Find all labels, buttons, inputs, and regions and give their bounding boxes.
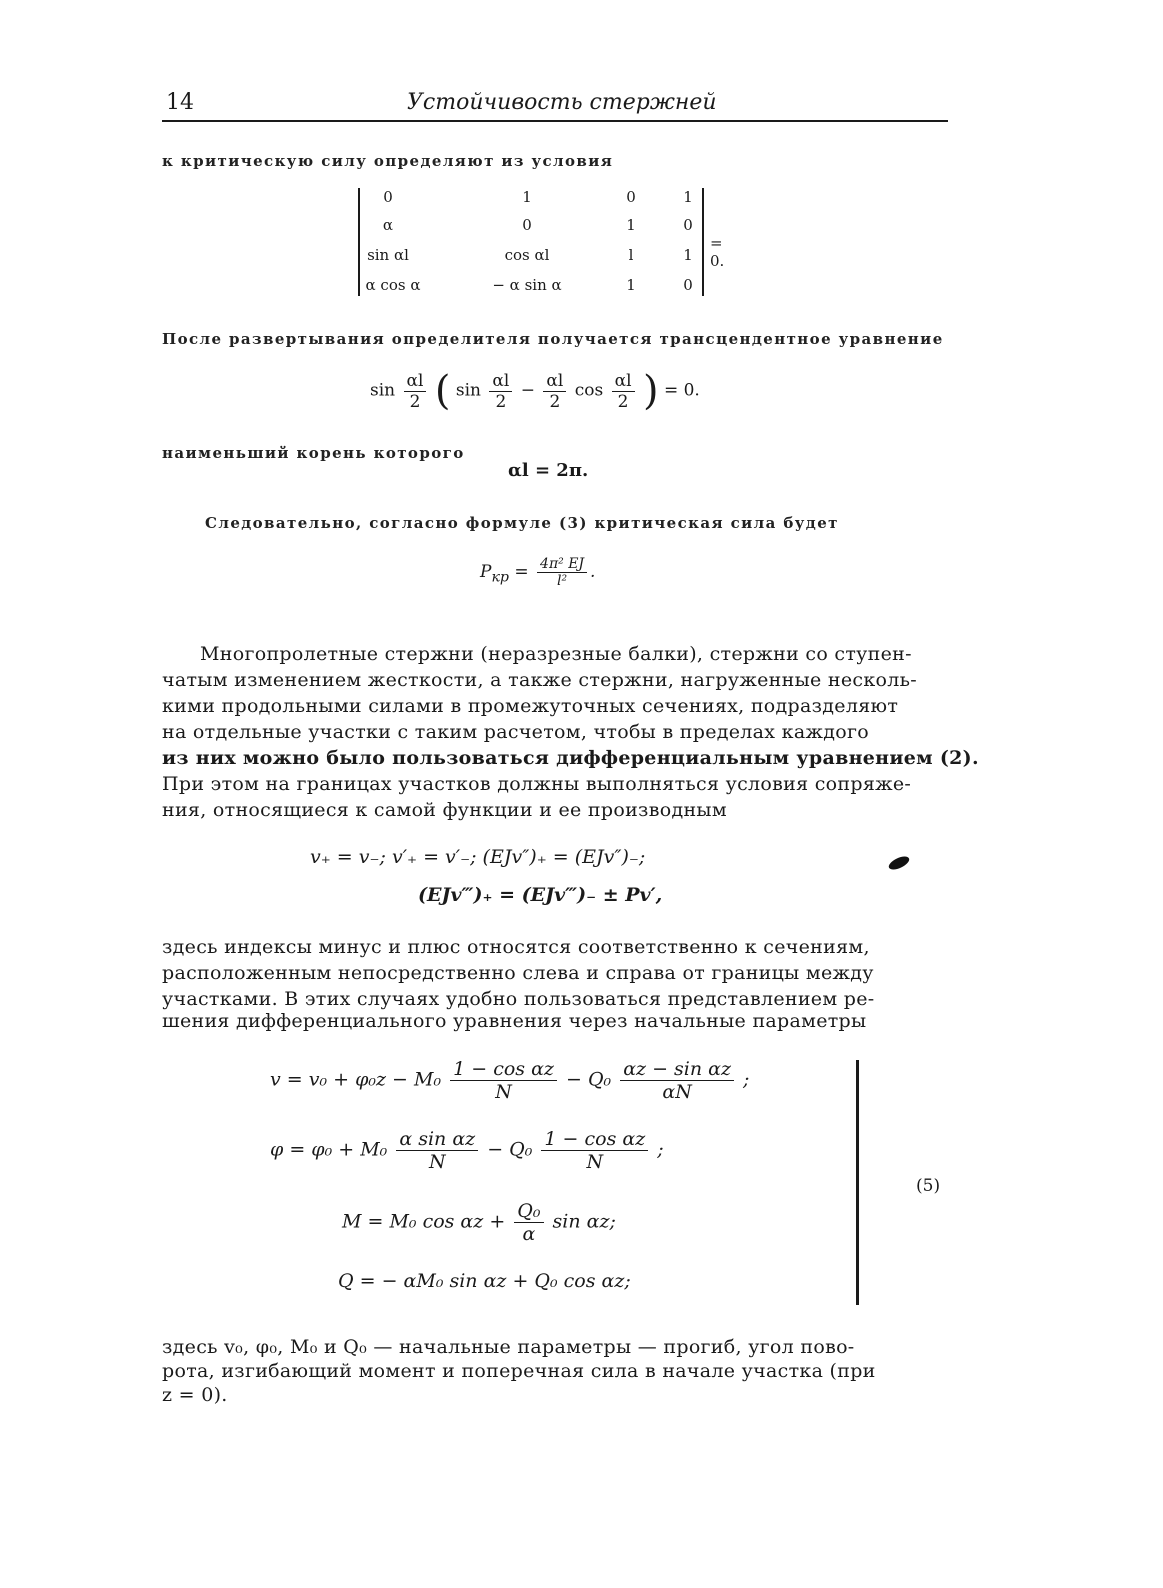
fraction — [489, 371, 512, 412]
numerator: 4π² EJ — [537, 556, 587, 573]
after-determinant-line: После развертывания определителя получается трансцендентное уравнение — [162, 330, 944, 348]
determinant — [358, 184, 725, 300]
det-cell: 0 — [522, 216, 532, 234]
paragraph-line: шения дифференциального уравнения через начальные параметры — [162, 1010, 867, 1032]
fraction — [541, 1128, 648, 1173]
paragraph-line: z = 0). — [162, 1384, 228, 1406]
system-equation-3 — [342, 1200, 616, 1245]
period: . — [590, 562, 596, 582]
denominator: αN — [662, 1081, 692, 1103]
system-equation-2 — [270, 1128, 664, 1173]
minus-sign: − — [520, 380, 535, 401]
brace-line — [856, 1060, 859, 1305]
force-symbol: P — [480, 562, 492, 582]
fraction — [450, 1058, 557, 1103]
system-equation-1 — [270, 1058, 749, 1103]
page-number: 14 — [166, 90, 194, 115]
paragraph-line: расположенным непосредственно слева и справа от границы между — [162, 962, 874, 984]
fraction — [537, 556, 587, 589]
equation-rhs: = 0. — [663, 380, 700, 401]
eq1-end: ; — [743, 1068, 750, 1091]
numerator: αz − sin αz — [620, 1058, 734, 1081]
paragraph-line: здесь индексы минус и плюс относятся соответственно к сечениям, — [162, 936, 870, 958]
determinant-rhs: = 0. — [710, 234, 725, 270]
paragraph-line: При этом на границах участков должны выполняться условия сопряже- — [162, 773, 912, 795]
numerator: Q₀ — [514, 1200, 543, 1223]
numerator: 1 − cos αz — [541, 1128, 648, 1151]
root-value: αl = 2π. — [508, 460, 589, 481]
numerator: 1 − cos αz — [450, 1058, 557, 1081]
paragraph-line: чатым изменением жесткости, а также стержни, нагруженные несколь- — [162, 669, 917, 691]
fraction — [404, 371, 427, 412]
det-cell: 0 — [383, 188, 393, 206]
inner-sin-symbol: sin — [455, 380, 481, 401]
numerator: αl — [489, 371, 512, 392]
right-paren: ) — [642, 368, 659, 414]
paragraph-line: кими продольными силами в промежуточных сечениях, подразделяют — [162, 695, 899, 717]
denominator: α — [522, 1223, 536, 1245]
det-cell: 1 — [683, 246, 693, 264]
fraction — [514, 1200, 543, 1245]
det-cell: 1 — [522, 188, 532, 206]
denominator: N — [495, 1081, 512, 1103]
intro-line: к критическую силу определяют из условия — [162, 152, 614, 170]
transcendental-equation — [370, 368, 700, 414]
det-cell: 1 — [683, 188, 693, 206]
det-cell: 0 — [683, 276, 693, 294]
equation-number: (5) — [916, 1176, 941, 1196]
det-cell: l — [628, 246, 634, 264]
det-cell: 0 — [626, 188, 636, 206]
numerator: αl — [404, 371, 427, 392]
fraction — [612, 371, 635, 412]
denominator: l² — [556, 573, 568, 589]
paragraph-line: здесь v₀, φ₀, M₀ и Q₀ — начальные параметры — прогиб, угол пово- — [162, 1336, 855, 1358]
running-title: Устойчивость стержней — [407, 90, 717, 115]
conjugation-conditions-line-2: (EJv‴)₊ = (EJv‴)₋ ± Pv′, — [418, 884, 663, 906]
consequently-line: Следовательно, согласно формуле (3) критическая сила будет — [205, 514, 839, 532]
ink-mark — [887, 854, 911, 872]
eq1-mid: − Q₀ — [566, 1068, 612, 1091]
det-cell: sin αl — [367, 246, 409, 264]
eq3-lhs: M = M₀ cos αz + — [342, 1210, 506, 1233]
root-line: наименьший корень которого — [162, 444, 465, 462]
critical-force-formula — [480, 556, 595, 589]
eq2-lhs: φ = φ₀ + M₀ — [270, 1138, 388, 1161]
numerator: αl — [543, 371, 566, 392]
det-cell: cos αl — [504, 246, 550, 264]
cos-symbol: cos — [574, 380, 604, 401]
fraction — [620, 1058, 734, 1103]
paragraph-line: Многопролетные стержни (неразрезные балки), стержни со ступен- — [200, 643, 912, 665]
paragraph-line: ния, относящиеся к самой функции и ее производным — [162, 799, 727, 821]
det-cell: 1 — [626, 276, 636, 294]
eq2-mid: − Q₀ — [487, 1138, 533, 1161]
paragraph-line: рота, изгибающий момент и поперечная сила в начале участка (при — [162, 1360, 876, 1382]
sin-symbol: sin — [370, 380, 396, 401]
det-cell: α — [382, 216, 394, 234]
force-subscript: кр — [491, 569, 509, 586]
left-paren: ( — [434, 368, 451, 414]
eq2-end: ; — [657, 1138, 664, 1161]
denominator: N — [586, 1151, 604, 1173]
equals-sign: = — [514, 562, 529, 582]
det-cell: 0 — [683, 216, 693, 234]
denominator: N — [428, 1151, 446, 1173]
det-cell: 1 — [626, 216, 636, 234]
fraction — [396, 1128, 478, 1173]
paragraph-line: участками. В этих случаях удобно пользоваться представлением ре- — [162, 988, 875, 1010]
det-cell: − α sin α — [492, 276, 562, 294]
det-cell: α cos α — [365, 276, 421, 294]
paragraph-line: из них можно было пользоваться дифференциальным уравнением (2). — [162, 747, 979, 769]
denominator: 2 — [549, 391, 561, 412]
system-equation-4: Q = − αM₀ sin αz + Q₀ cos αz; — [338, 1270, 631, 1292]
conjugation-conditions-line-1: v₊ = v₋; v′₊ = v′₋; (EJv″)₊ = (EJv″)₋; — [310, 846, 646, 868]
fraction — [543, 371, 566, 412]
eq3-end: sin αz; — [552, 1210, 616, 1233]
paragraph-line: на отдельные участки с таким расчетом, чтобы в пределах каждого — [162, 721, 869, 743]
denominator: 2 — [409, 391, 421, 412]
denominator: 2 — [617, 391, 629, 412]
denominator: 2 — [495, 391, 507, 412]
eq1-lhs: v = v₀ + φ₀z − M₀ — [270, 1068, 442, 1091]
page-header — [162, 90, 948, 122]
numerator: α sin αz — [396, 1128, 478, 1151]
numerator: αl — [612, 371, 635, 392]
system-brace — [856, 1060, 860, 1305]
